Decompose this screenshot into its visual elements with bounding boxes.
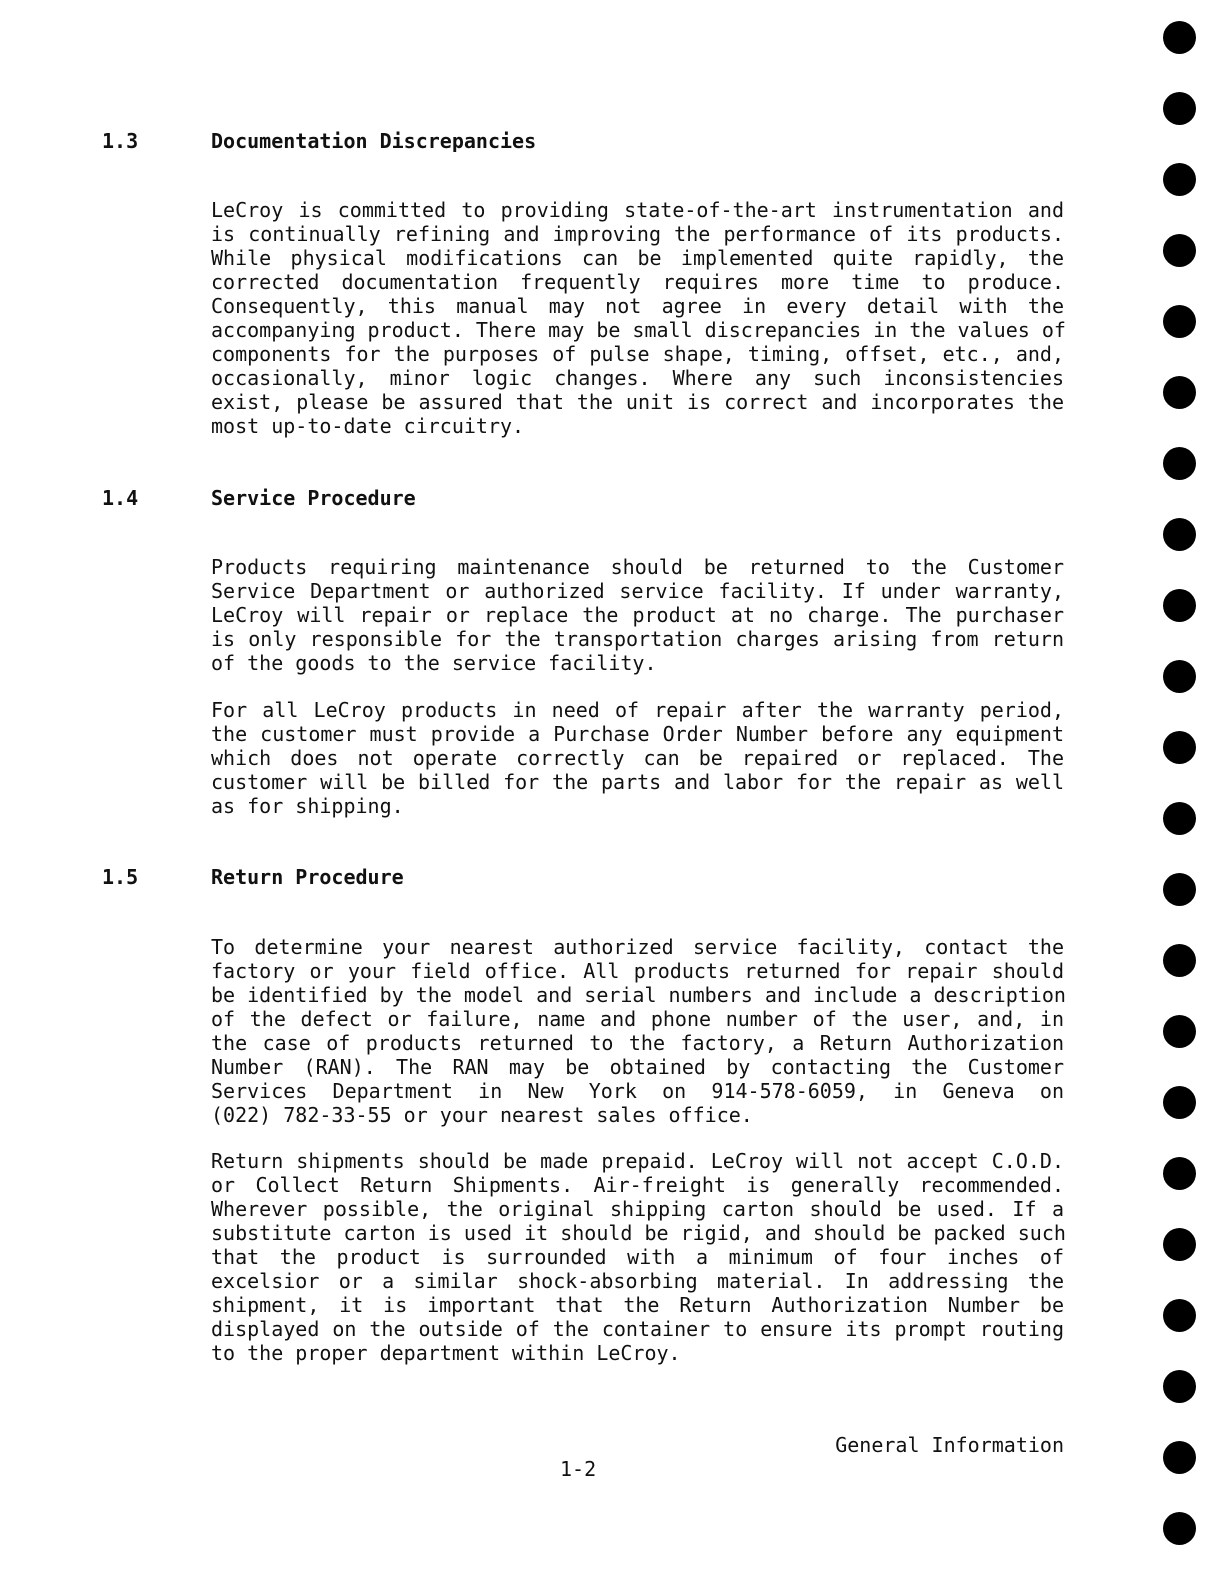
text-line: components for the purposes of pulse shape, timing, offset, etc., and,	[211, 342, 1064, 366]
text-line: displayed on the outside of the container to ensure its prompt routing	[211, 1317, 1064, 1341]
text-line: To determine your nearest authorized service facility, contact the	[211, 935, 1064, 959]
text-line: Consequently, this manual may not agree in every detail with the	[211, 294, 1064, 318]
punch-hole-icon	[1163, 305, 1196, 338]
punch-hole-column	[1163, 21, 1197, 1583]
text-line: corrected documentation frequently requires more time to produce.	[211, 270, 1064, 294]
punch-hole-icon	[1163, 1228, 1196, 1261]
text-line: which does not operate correctly can be repaired or replaced. The	[211, 746, 1064, 770]
punch-hole-icon	[1163, 1512, 1196, 1545]
text-line: exist, please be assured that the unit is correct and incorporates the	[211, 390, 1064, 414]
text-line: to the proper department within LeCroy.	[211, 1341, 681, 1365]
text-line: Wherever possible, the original shipping carton should be used. If a	[211, 1197, 1064, 1221]
punch-hole-icon	[1163, 234, 1196, 267]
punch-hole-icon	[1163, 376, 1196, 409]
text-line: occasionally, minor logic changes. Where any such inconsistencies	[211, 366, 1064, 390]
section-1-3-title: Documentation Discrepancies	[211, 129, 537, 153]
text-line: of the defect or failure, name and phone number of the user, and, in	[211, 1007, 1064, 1031]
section-1-4-number: 1.4	[102, 486, 139, 510]
section-1-4-title: Service Procedure	[211, 486, 416, 510]
text-line: factory or your field office. All products returned for repair should	[211, 959, 1064, 983]
text-line: Number (RAN). The RAN may be obtained by contacting the Customer	[211, 1055, 1064, 1079]
text-line: that the product is surrounded with a minimum of four inches of	[211, 1245, 1064, 1269]
punch-hole-icon	[1163, 1299, 1196, 1332]
punch-hole-icon	[1163, 731, 1196, 764]
text-line: as for shipping.	[211, 794, 404, 818]
section-1-4-paragraph-1	[211, 555, 1064, 675]
text-line: excelsior or a similar shock-absorbing material. In addressing the	[211, 1269, 1064, 1293]
punch-hole-icon	[1163, 873, 1196, 906]
text-line: Service Department or authorized service facility. If under warranty,	[211, 579, 1064, 603]
page-number: 1-2	[560, 1457, 597, 1481]
section-1-5-number: 1.5	[102, 865, 139, 889]
text-line: customer will be billed for the parts and labor for the repair as well	[211, 770, 1064, 794]
text-line: most up-to-date circuitry.	[211, 414, 525, 438]
punch-hole-icon	[1163, 21, 1196, 54]
text-line: accompanying product. There may be small discrepancies in the values of	[211, 318, 1066, 342]
section-1-5-paragraph-2	[211, 1149, 1064, 1365]
text-line: Services Department in New York on 914-578-6059, in Geneva on	[211, 1079, 1064, 1103]
text-line: Return shipments should be made prepaid. LeCroy will not accept C.O.D.	[211, 1149, 1064, 1173]
footer-title: General Information	[835, 1433, 1064, 1457]
text-line: the customer must provide a Purchase Order Number before any equipment	[211, 722, 1064, 746]
text-line: be identified by the model and serial numbers and include a description	[211, 983, 1066, 1007]
text-line: (022) 782-33-55 or your nearest sales office.	[211, 1103, 753, 1127]
section-1-5-title: Return Procedure	[211, 865, 404, 889]
section-1-3-number: 1.3	[102, 129, 139, 153]
text-line: While physical modifications can be implemented quite rapidly, the	[211, 246, 1064, 270]
punch-hole-icon	[1163, 1157, 1196, 1190]
section-1-5-paragraph-1	[211, 935, 1064, 1127]
text-line: LeCroy is committed to providing state-of-the-art instrumentation and	[211, 198, 1064, 222]
punch-hole-icon	[1163, 163, 1196, 196]
text-line: or Collect Return Shipments. Air-freight is generally recommended.	[211, 1173, 1064, 1197]
punch-hole-icon	[1163, 92, 1196, 125]
punch-hole-icon	[1163, 589, 1196, 622]
text-line: the case of products returned to the factory, a Return Authorization	[211, 1031, 1064, 1055]
punch-hole-icon	[1163, 944, 1196, 977]
text-line: shipment, it is important that the Return Authorization Number be	[211, 1293, 1064, 1317]
punch-hole-icon	[1163, 1086, 1196, 1119]
text-line: is only responsible for the transportation charges arising from return	[211, 627, 1064, 651]
punch-hole-icon	[1163, 660, 1196, 693]
punch-hole-icon	[1163, 1441, 1196, 1474]
punch-hole-icon	[1163, 518, 1196, 551]
punch-hole-icon	[1163, 1370, 1196, 1403]
text-line: LeCroy will repair or replace the product at no charge. The purchaser	[211, 603, 1064, 627]
punch-hole-icon	[1163, 1015, 1196, 1048]
text-line: For all LeCroy products in need of repair after the warranty period,	[211, 698, 1064, 722]
punch-hole-icon	[1163, 447, 1196, 480]
section-1-4-paragraph-2	[211, 698, 1064, 818]
text-line: Products requiring maintenance should be returned to the Customer	[211, 555, 1064, 579]
text-line: is continually refining and improving the performance of its products.	[211, 222, 1064, 246]
text-line: substitute carton is used it should be rigid, and should be packed such	[211, 1221, 1066, 1245]
text-line: of the goods to the service facility.	[211, 651, 657, 675]
section-1-3-paragraph-1	[211, 198, 1064, 438]
punch-hole-icon	[1163, 802, 1196, 835]
